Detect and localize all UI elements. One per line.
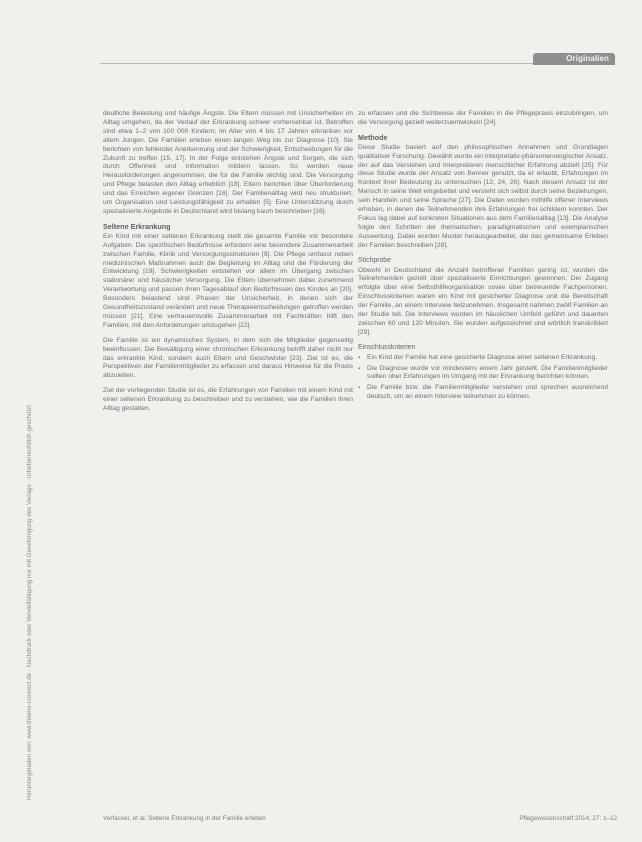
list-item: ▪ Die Diagnose wurde vor mindestens einem Jahr gestellt. Die Familienmitglieder sollten über Erfahrungen im Umgang mit der Erkrankung berichten können. (367, 365, 608, 383)
paragraph: Ziel der vorliegenden Studie ist es, die Erfahrungen von Familien mit einem Kind mit einer seltenen Erkrankung zu beschreiben und zu verstehen, wie die Familien ihren Alltag gestalten. (103, 387, 353, 413)
section-heading: Methode (358, 132, 388, 142)
section-heading: Stichprobe (358, 256, 391, 264)
paragraph: Obwohl in Deutschland die Anzahl betroffener Familien gering ist, wurden die Teilnehmenden gezielt über spezialisierte Einrichtungen gewonnen. Der Zugang erfolgte über eine Selbsthilfeorganisation sowie über betreuende Fachpersonen. Einschlusskriterien waren ein Kind mit gesicherter Diagnose und die Bereitschaft der Familie, an einem Interview teilzunehmen. Insgesamt nahmen zwölf Familien an der Studie teil. Die Interviews wurden im häuslichen Umfeld geführt und dauerten zwischen 60 und 120 Minuten. Sie wurden aufgezeichnet und wörtlich transkribiert [29]. (358, 266, 608, 336)
left-column (103, 110, 353, 420)
footer-citation: Verfasser, et al. Seltene Erkrankung in der Familie erleben (103, 815, 266, 822)
paragraph: Diese Studie basiert auf den philosophischen Annahmen und Grundlagen qualitativer Forschung. Gewählt wurde ein interpretativ-phänomenologischer Ansatz, der auf das Verstehen und Interpretieren menschlicher Erfahrung abzielt [25]. Für diese Studie wurde der Ansatz von Benner genutzt, da er erlaubt, Erfahrungen im Kontext ihrer Bedeutung zu untersuchen [12, 24, 26]. Nach diesem Ansatz ist der Mensch in seine Welt eingebettet und versteht sich selbst durch seine Beziehungen, sein Handeln und seine Sprache [27]. Die Daten wurden mithilfe offener Interviews erhoben, in denen die Teilnehmenden ihre Erfahrungen frei schildern konnten. Der Fokus lag dabei auf konkreten Situationen aus dem Familienalltag [13]. Die Analyse folgte den Schritten der thematischen, paradigmatischen und exemplarischen Auswertung. Dabei wurden Muster herausgearbeitet, die das gemeinsame Erleben der Familien beschreiben [28]. (358, 143, 608, 249)
bullet-list (358, 354, 608, 403)
list-item: ▪ Ein Kind der Familie hat eine gesicherte Diagnose einer seltenen Erkrankung. (367, 354, 608, 363)
section-tab (533, 53, 615, 65)
side-copyright-notice: Heruntergeladen von: www.thieme-connect.de · Nachdruck oder Vervielfältigung nur mit Genehmigung des Verlags · Urheberrechtlich geschützt (26, 404, 33, 800)
section-heading: Seltene Erkrankung (103, 221, 171, 231)
section-tab-label: Originalien (566, 54, 609, 63)
paragraph: Ein Kind mit einer seltenen Erkrankung stellt die gesamte Familie vor besondere Aufgaben. Die spezifischen Bedürfnisse erfordern eine besondere Zusammenarbeit zwischen Familie, Klinik und Versorgungsstrukturen [9]. Die Pflege umfasst neben medizinischen Maßnahmen auch die Begleitung im Alltag und die Förderung der Entwicklung [19]. Schwierigkeiten entstehen vor allem im Übergang zwischen stationärer und häuslicher Versorgung. Die Eltern übernehmen dabei zunehmend Verantwortung und passen ihren Tagesablauf den Bedürfnissen des Kindes an [20]. Besonders belastend sind Phasen der Unsicherheit, in denen sich der Gesundheitszustand verändert und neue Therapieentscheidungen getroffen werden müssen [21]. Eine vertrauensvolle Zusammenarbeit mit Fachkräften hilft den Familien, mit den Anforderungen umzugehen [22]. (103, 232, 353, 329)
list-item: ▪ Die Familie bzw. die Familienmitglieder verstehen und sprechen ausreichend deutsch, um an einem Interview teilnehmen zu können. (367, 384, 608, 402)
section-heading: Einschlusskriterien (358, 343, 416, 351)
paragraph: Die Familie ist ein dynamisches System, in dem sich die Mitglieder gegenseitig beeinflussen. Die Bewältigung einer chronischen Erkrankung betrifft daher nicht nur das erkrankte Kind, sondern auch Eltern und Geschwister [23]. Ziel ist es, die Perspektiven der Familienmitglieder zu erfassen und daraus Hinweise für die Praxis abzuleiten. (103, 336, 353, 380)
right-column (358, 110, 608, 404)
paragraph: zu erfassen und die Sichtweise der Familien in die Pflegepraxis einzubringen, um die Versorgung gezielt weiterzuentwickeln [24]. (358, 110, 608, 126)
footer-journal: Pflegewissenschaft 2014; 27: 1–12 (519, 815, 617, 822)
paragraph: deutliche Belastung und häufige Ängste. Die Eltern müssen mit Unsicherheiten im Alltag umgehen, da der Verlauf der Erkrankung schwer vorhersehbar ist. Betroffen sind etwa 1–2 von 100 000 Kindern; im Alter von 4 bis 17 Jahren erkranken vor allem Jungen. Die Familien erleben einen langen Weg bis zur Diagnose [10]. Sie berichten von fehlender Anerkennung und der Schwierigkeit, Entscheidungen für die Zukunft zu treffen [15, 17]. In der Folge entstehen Ängste und Sorgen, die sich durch Offenheit und Information mildern lassen. So werden neue Herausforderungen angenommen, die für die Familie wichtig sind. Die Versorgung und Pflege belasten den Alltag erheblich [18]. Eltern berichten über Überforderung und das Erreichen eigener Grenzen [16]. Der Familienalltag wird neu strukturiert, um Organisation und Leistungsfähigkeit zu erhalten [5]. Eine Unterstützung durch spezialisierte Angebote in Deutschland wird bislang kaum beschrieben [16]. (103, 110, 353, 215)
